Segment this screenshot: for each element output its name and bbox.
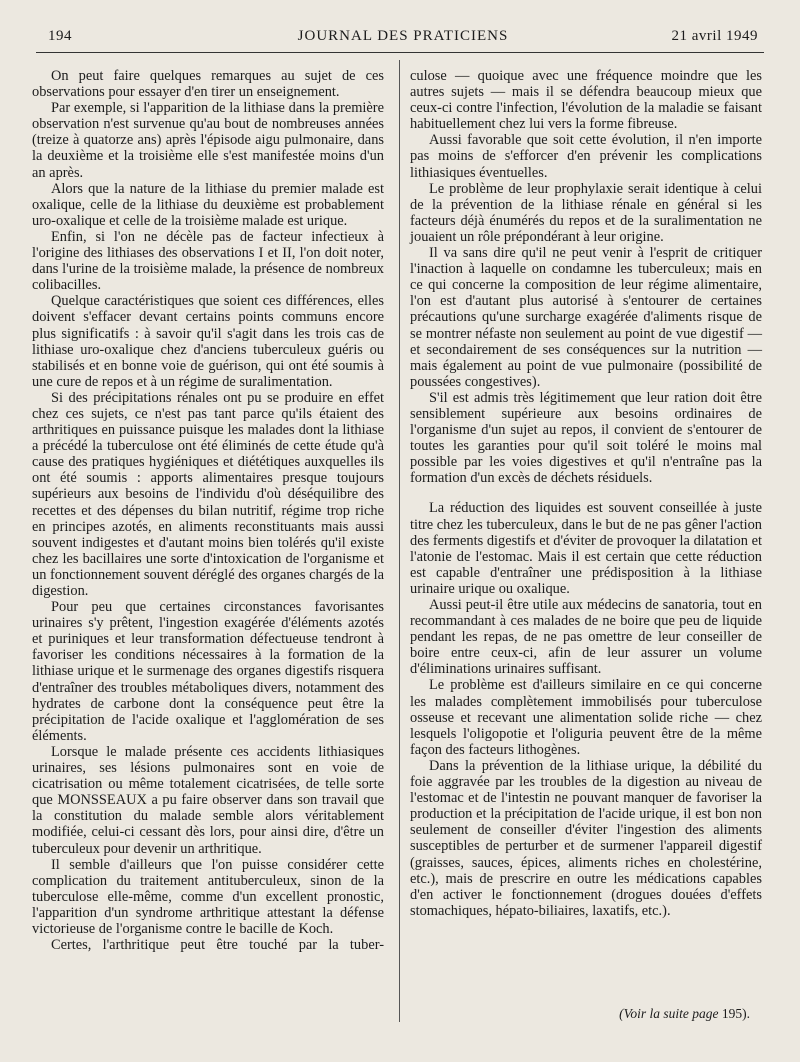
continuation-text: (Voir la suite page xyxy=(619,1006,722,1021)
paragraph: La réduction des liquides est souvent conseillée à juste titre chez les tuberculeux, dans le but de ne pas gêner l'action des ferments digestifs et d'éviter de provoquer la dilatation et l'atonie de l'estomac. Mais il est certain que cette réduction est capable d'entraîner une prédisposition à la lithiase urinaire urique ou oxalique. xyxy=(410,500,762,597)
journal-title: JOURNAL DES PRATICIENS xyxy=(297,28,509,44)
column-divider xyxy=(399,60,400,1022)
paragraph: Pour peu que certaines circonstances favorisantes urinaires s'y prêtent, l'ingestion exagérée d'éléments azotés et puriniques et leur transformation défectueuse tendront à favoriser les conditions nécessaires à la formation de la lithiase urique et le surmenage des organes digestifs risquera d'entraîner des troubles métaboliques divers, notamment des hydrates de carbone dont la conséquence peut être la précipitation de l'acide oxalique et l'agglomération de ses éléments. xyxy=(32,599,384,744)
right-column xyxy=(410,68,762,919)
continuation-close: ). xyxy=(742,1006,750,1021)
paragraph: Il semble d'ailleurs que l'on puisse considérer cette complication du traitement antituberculeux, sinon de la tuberculose elle-même, comme d'un excellent pronostic, l'apparition d'un syndrome arthritique attestant la défense victorieuse de l'organisme contre le bacille de Koch. xyxy=(32,856,384,937)
paragraph: Par exemple, si l'apparition de la lithiase dans la première observation n'est survenue qu'au bout de nombreuses années (treize à quatorze ans) après l'épisode aigu pulmonaire, dans la deuxième et la troisième elle s'est manifestée moins d'un an après. xyxy=(32,100,384,181)
paragraph: Alors que la nature de la lithiase du premier malade est oxalique, celle de la lithiase du deuxième est probablement uro-oxalique et celle de la troisième malade est urique. xyxy=(32,180,384,229)
paragraph: Dans la prévention de la lithiase urique, la débilité du foie aggravée par les troubles de la digestion au niveau de l'estomac et de l'intestin ne pouvant manquer de favoriser la production et la précipitation de l'acide urique, il est bon non seulement de conseiller d'éviter l'ingestion des aliments susceptibles de perturber et de surmener l'appareil digestif (graisses, sauces, épices, aliments riches en cholestérine, etc.), mais de prescrire en outre les médications capables d'en activer le fonctionnement (drogues douées d'effets stomachiques, hépato-biliaires, laxatifs, etc.). xyxy=(410,757,762,919)
paragraph: Certes, l'arthritique peut être touché par la tuber- xyxy=(51,937,384,954)
paragraph: Le problème est d'ailleurs similaire en ce qui concerne les malades complètement immobilisés pour tuberculose osseuse et recevant une alimentation solide riche — chez lesquels l'oligopotie et l'oliguria peuvent être de la même façon des facteurs lithogènes. xyxy=(410,677,762,758)
page-number: 194 xyxy=(48,28,72,44)
page-header xyxy=(48,28,758,48)
paragraph: culose — quoique avec une fréquence moindre que les autres sujets — mais il se défendra beaucoup mieux que ceux-ci contre l'infection, l'évolution de la maladie se faisant habituellement chez lui vers la forme fibreuse. xyxy=(410,68,762,133)
paragraph: Enfin, si l'on ne décèle pas de facteur infectieux à l'origine des lithiases des observations I et II, l'on doit noter, dans l'urine de la troisième malade, la présence de nombreux colibacilles. xyxy=(32,228,384,294)
paragraph: Aussi favorable que soit cette évolution, il n'en importe pas moins de s'efforcer d'en prévenir les complications lithiasiques éventuelles. xyxy=(410,132,762,181)
left-column xyxy=(32,68,384,953)
paragraph: Quelque caractéristiques que soient ces différences, elles doivent s'effacer devant certains points communs encore plus significatifs : à savoir qu'il s'agit dans les trois cas de lithiase uro-oxalique chez d'anciens tuberculeux guéris ou stabilisés et en bonne voie de guérison, qui ont été soumis à une cure de repos et à un régime de suralimentation. xyxy=(32,293,384,390)
continuation-page: 195 xyxy=(721,1006,743,1021)
paragraph: Lorsque le malade présente ces accidents lithiasiques urinaires, ses lésions pulmonaires sont en voie de cicatrisation ou même totalement cicatrisées, de telle sorte que MONSSEAUX a pu faire observer dans son travail que la constitution du malade semble alors véritablement modifiée, celui-ci cessant dès lors, pour ainsi dire, d'être un tuberculeux pour devenir un arthritique. xyxy=(32,743,384,857)
issue-date: 21 avril 1949 xyxy=(671,28,758,44)
paragraph: Si des précipitations rénales ont pu se produire en effet chez ces sujets, ce n'est pas tant parce qu'ils étaient des arthritiques en puissance puisque les malades dont la lithiase a précédé la tuberculose ont été éliminés de cette étude qu'à cause des pratiques hygiéniques et diététiques auxquelles ils ont été soumis : apports alimentaires presque toujours supérieurs aux besoins de l'individu d'où déséquilibre des recettes et des dépenses du bilan nutritif, régime trop riche en principes azotés, en aliments reconstituants mais aussi souvent indigestes et d'autant moins bien tolérés qu'il existe chez les bacillaires une sorte d'intoxication de l'organisme et un fonctionnement souvent déréglé des organes chargés de la digestion. xyxy=(32,389,384,599)
continuation-note xyxy=(410,1006,750,1022)
paragraph: Aussi peut-il être utile aux médecins de sanatoria, tout en recommandant à ces malades de ne boire que peu de liquide pendant les repas, de ne pas omettre de leur conseiller de boire entre ceux-ci, afin de leur assurer un volume d'éliminations urinaires suffisant. xyxy=(410,597,762,678)
paragraph: S'il est admis très légitimement que leur ration doit être sensiblement supérieure aux besoins ordinaires de l'organisme d'un sujet au repos, il convient de s'entourer de toutes les garanties pour qu'il soit toléré le moins mal possible par les voies digestives et qu'il n'entraîne pas la formation d'un excès de déchets résiduels. xyxy=(410,389,762,487)
paragraph: On peut faire quelques remarques au sujet de ces observations pour essayer d'en tirer un enseignement. xyxy=(32,68,384,101)
header-rule xyxy=(36,52,764,53)
paragraph: Le problème de leur prophylaxie serait identique à celui de la prévention de la lithiase rénale en général si les facteurs déjà énumérés du repos et de la suralimentation ne jouaient un rôle prépondérant à leur origine. xyxy=(410,180,762,245)
paragraph: Il va sans dire qu'il ne peut venir à l'esprit de critiquer l'inaction à laquelle on condamne les tuberculeux; mais en ce qui concerne la composition de leur régime alimentaire, l'on est d'autant plus autorisé à s'entourer de certaines précautions qu'une surcharge exagérée d'aliments risque de se montrer néfaste non seulement au point de vue digestif — et secondairement de ses conséquences sur la nutrition — mais également au point de vue pulmonaire (possibilité de poussées congestives). xyxy=(410,245,762,390)
